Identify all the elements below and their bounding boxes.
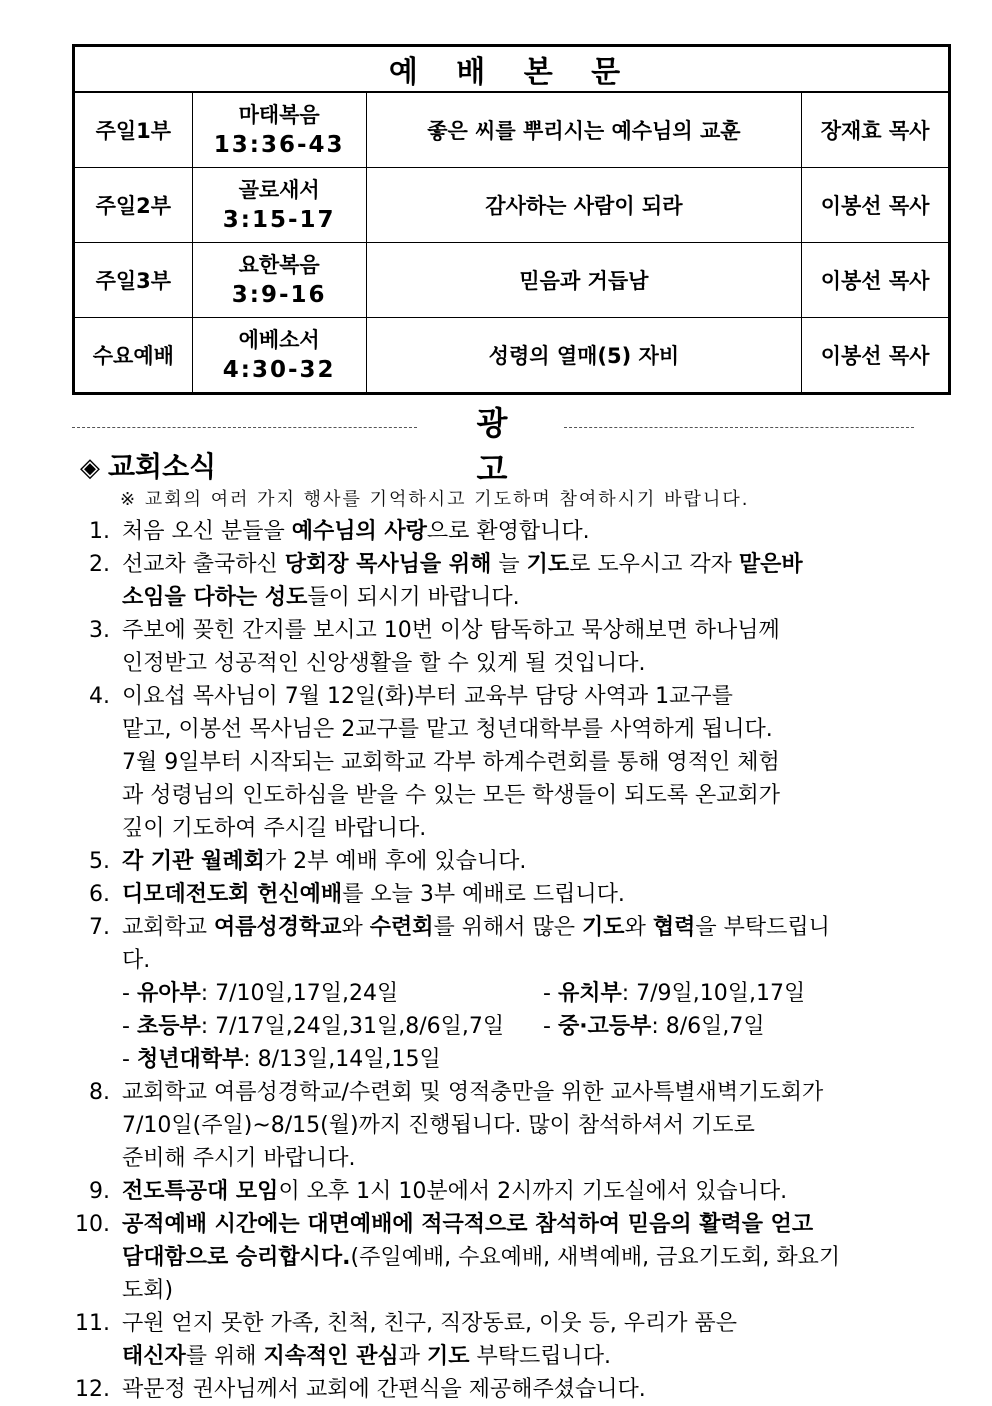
service-name: 주일1부: [74, 92, 193, 168]
scripture-book: 골로새서: [238, 178, 320, 202]
scripture-ref: 13:36-43: [213, 132, 345, 158]
item-text: 공적예배 시간에는 대면예배에 적극적으로 참석하여 믿음의 활력을 얻고 담대함으로 승리합시다.(주일예배, 수요예배, 새벽예배, 금요기도회, 화요기도회): [122, 1212, 841, 1303]
sermon-table: [72, 44, 951, 395]
announcements-title: 광고: [476, 404, 542, 488]
item-text: 각 기관 월례회가 2부 예배 후에 있습니다.: [122, 849, 527, 874]
schedule-row: [0, 977, 992, 1010]
list-item: [0, 680, 992, 845]
scripture-ref: 3:15-17: [222, 207, 336, 233]
item-number: 3.: [89, 618, 110, 643]
scripture-cell: [192, 243, 366, 318]
list-item: [0, 878, 992, 911]
schedule-entry: - 유치부: 7/9일,10일,17일: [543, 981, 806, 1006]
diamond-bullet-icon: ◈: [80, 453, 100, 483]
preacher: 이봉선 목사: [802, 243, 950, 318]
service-name: 주일2부: [74, 168, 193, 243]
list-item: [0, 548, 992, 614]
list-item: [0, 1208, 992, 1307]
list-item: [0, 911, 992, 977]
item-number: 2.: [89, 552, 110, 577]
table-row: [74, 318, 950, 394]
service-name: 수요예배: [74, 318, 193, 394]
list-item: [0, 1175, 992, 1208]
item-text: 구원 얻지 못한 가족, 친척, 친구, 직장동료, 이웃 등, 우리가 품은 태신자를 위해 지속적인 관심과 기도 부탁드립니다.: [122, 1311, 737, 1369]
schedule-entry: - 초등부: 7/17일,24일,31일,8/6일,7일: [122, 1014, 505, 1039]
scripture-cell: [192, 92, 366, 168]
dashed-divider-left: [72, 427, 417, 428]
announcement-list: [0, 515, 992, 1406]
item-text: 교회학교 여름성경학교/수련회 및 영적충만을 위한 교사특별새벽기도회가 7/10일(주일)~8/15(월)까지 진행됩니다. 많이 참석하셔서 기도로 준비해 주시기 바랍니다.: [122, 1080, 824, 1171]
section-note: ※ 교회의 여러 가지 행사를 기억하시고 기도하며 참여하시기 바랍니다.: [120, 489, 750, 510]
item-number: 9.: [89, 1179, 110, 1204]
table-row: [74, 243, 950, 318]
service-name: 주일3부: [74, 243, 193, 318]
item-number: 10.: [75, 1212, 110, 1237]
list-item: [0, 1307, 992, 1373]
item-text: 처음 오신 분들을 예수님의 사랑으로 환영합니다.: [122, 519, 590, 544]
scripture-ref: 4:30-32: [222, 357, 336, 383]
item-number: 8.: [89, 1080, 110, 1105]
item-text: 선교차 출국하신 당회장 목사님을 위해 늘 기도로 도우시고 각자 맡은바 소임을 다하는 성도들이 되시기 바랍니다.: [122, 552, 803, 610]
table-row: [74, 168, 950, 243]
item-number: 12.: [75, 1377, 110, 1402]
preacher: 이봉선 목사: [802, 168, 950, 243]
list-item: [0, 1076, 992, 1175]
sermon-title: 좋은 씨를 뿌리시는 예수님의 교훈: [366, 92, 801, 168]
sermon-title: 믿음과 거듭남: [366, 243, 801, 318]
sermon-title: 성령의 열매(5) 자비: [366, 318, 801, 394]
sermon-title: 감사하는 사람이 되라: [366, 168, 801, 243]
scripture-cell: [192, 168, 366, 243]
sermon-table-title: 예 배 본 문: [74, 46, 950, 93]
item-text: 전도특공대 모임이 오후 1시 10분에서 2시까지 기도실에서 있습니다.: [122, 1179, 788, 1204]
item-number: 5.: [89, 849, 110, 874]
item-number: 1.: [89, 519, 110, 544]
item-number: 7.: [89, 915, 110, 940]
list-item: [0, 614, 992, 680]
item-text: 이요섭 목사님이 7월 12일(화)부터 교육부 담당 사역과 1교구를 맡고, 이봉선 목사님은 2교구를 맡고 청년대학부를 사역하게 됩니다. 7월 9일부터 시작되는 교회학교 각부 하계수련회를 통해 영적인 체험 과 성령님의 인도하심을 받을 수 있는 모든 학생들이 되도록 온교회가 깊이 기도하여 주시길 바랍니다.: [122, 684, 780, 841]
schedule-row: [0, 1010, 992, 1043]
scripture-book: 마태복음: [238, 103, 320, 127]
item-number: 6.: [89, 882, 110, 907]
scripture-ref: 3:9-16: [231, 282, 327, 308]
scripture-book: 에베소서: [238, 328, 320, 352]
schedule-entry: - 중·고등부: 8/6일,7일: [543, 1014, 765, 1039]
item-text: 디모데전도회 헌신예배를 오늘 3부 예배로 드립니다.: [122, 882, 625, 907]
preacher: 이봉선 목사: [802, 318, 950, 394]
item-text: 주보에 꽂힌 간지를 보시고 10번 이상 탐독하고 묵상해보면 하나님께 인정받고 성공적인 신앙생활을 할 수 있게 될 것입니다.: [122, 618, 780, 676]
item-text: 교회학교 여름성경학교와 수련회를 위해서 많은 기도와 협력을 부탁드립니다.: [122, 915, 830, 973]
scripture-book: 요한복음: [238, 253, 320, 277]
section-heading: [80, 445, 216, 485]
schedule-row: [0, 1043, 992, 1076]
list-item: [0, 515, 992, 548]
item-number: 11.: [75, 1311, 110, 1336]
section-title: 교회소식: [108, 450, 217, 483]
scripture-cell: [192, 318, 366, 394]
item-text: 곽문정 권사님께서 교회에 간편식을 제공해주셨습니다.: [122, 1377, 646, 1402]
list-item: [0, 845, 992, 878]
schedule-entry: - 유아부: 7/10일,17일,24일: [122, 981, 399, 1006]
preacher: 장재효 목사: [802, 92, 950, 168]
item-number: 4.: [89, 684, 110, 709]
dashed-divider-right: [564, 427, 914, 428]
list-item: [0, 1373, 992, 1406]
table-row: [74, 92, 950, 168]
schedule-entry: - 청년대학부: 8/13일,14일,15일: [122, 1047, 441, 1072]
